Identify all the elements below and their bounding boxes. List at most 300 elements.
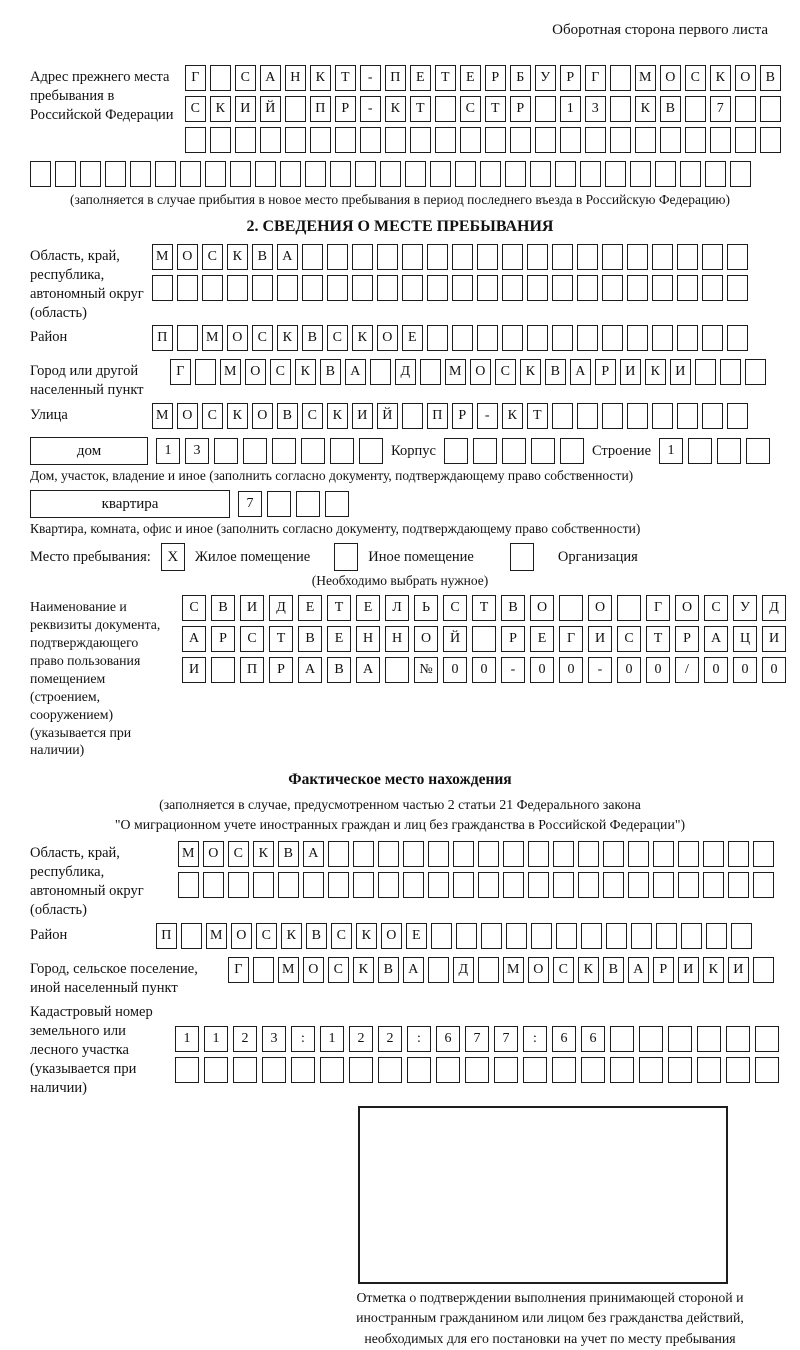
char-cell[interactable] <box>352 244 373 270</box>
char-cell[interactable] <box>427 275 448 301</box>
char-cell[interactable]: Е <box>460 65 481 91</box>
char-cell[interactable] <box>327 275 348 301</box>
char-cell[interactable] <box>697 1026 721 1052</box>
char-cell[interactable] <box>678 872 699 898</box>
char-cell[interactable] <box>505 161 526 187</box>
char-cell[interactable] <box>472 626 496 652</box>
char-cell[interactable]: И <box>728 957 749 983</box>
char-cell[interactable] <box>328 872 349 898</box>
char-cell[interactable] <box>510 127 531 153</box>
char-cell[interactable] <box>652 403 673 429</box>
char-cell[interactable] <box>30 161 51 187</box>
char-cell[interactable] <box>494 1057 518 1083</box>
char-cell[interactable]: К <box>352 325 373 351</box>
char-cell[interactable]: : <box>407 1026 431 1052</box>
char-cell[interactable] <box>630 161 651 187</box>
char-cell[interactable] <box>552 325 573 351</box>
char-cell[interactable] <box>428 872 449 898</box>
char-cell[interactable]: В <box>760 65 781 91</box>
char-cell[interactable]: К <box>356 923 377 949</box>
char-cell[interactable] <box>668 1026 692 1052</box>
char-cell[interactable] <box>377 244 398 270</box>
char-cell[interactable] <box>267 491 291 517</box>
char-cell[interactable] <box>403 872 424 898</box>
char-cell[interactable] <box>710 127 731 153</box>
char-cell[interactable] <box>627 403 648 429</box>
char-cell[interactable]: 6 <box>581 1026 605 1052</box>
char-cell[interactable] <box>702 275 723 301</box>
char-cell[interactable] <box>485 127 506 153</box>
char-cell[interactable] <box>695 359 716 385</box>
char-cell[interactable] <box>233 1057 257 1083</box>
char-cell[interactable]: В <box>501 595 525 621</box>
char-cell[interactable]: О <box>231 923 252 949</box>
char-cell[interactable]: В <box>603 957 624 983</box>
char-cell[interactable] <box>627 275 648 301</box>
char-cell[interactable] <box>204 1057 228 1083</box>
char-cell[interactable]: М <box>178 841 199 867</box>
char-cell[interactable] <box>755 1026 779 1052</box>
char-cell[interactable] <box>262 1057 286 1083</box>
char-cell[interactable] <box>627 244 648 270</box>
char-cell[interactable] <box>610 65 631 91</box>
char-cell[interactable] <box>523 1057 547 1083</box>
char-cell[interactable] <box>580 161 601 187</box>
char-cell[interactable]: 6 <box>436 1026 460 1052</box>
char-cell[interactable] <box>677 244 698 270</box>
char-cell[interactable] <box>639 1057 663 1083</box>
char-cell[interactable] <box>760 96 781 122</box>
char-cell[interactable]: Г <box>170 359 191 385</box>
char-cell[interactable] <box>405 161 426 187</box>
char-cell[interactable] <box>478 957 499 983</box>
char-cell[interactable] <box>577 403 598 429</box>
char-cell[interactable] <box>353 872 374 898</box>
char-cell[interactable] <box>680 161 701 187</box>
char-cell[interactable] <box>477 325 498 351</box>
char-cell[interactable] <box>746 438 770 464</box>
char-cell[interactable] <box>528 841 549 867</box>
char-cell[interactable] <box>653 841 674 867</box>
char-cell[interactable] <box>702 403 723 429</box>
char-cell[interactable]: Е <box>406 923 427 949</box>
char-cell[interactable]: И <box>620 359 641 385</box>
char-cell[interactable] <box>559 595 583 621</box>
char-cell[interactable] <box>310 127 331 153</box>
char-cell[interactable] <box>478 841 499 867</box>
char-cell[interactable]: У <box>733 595 757 621</box>
char-cell[interactable]: П <box>152 325 173 351</box>
char-cell[interactable]: К <box>578 957 599 983</box>
char-cell[interactable] <box>480 161 501 187</box>
char-cell[interactable] <box>610 96 631 122</box>
char-cell[interactable] <box>181 923 202 949</box>
char-cell[interactable]: А <box>298 657 322 683</box>
char-cell[interactable] <box>726 1057 750 1083</box>
char-cell[interactable]: 0 <box>617 657 641 683</box>
char-cell[interactable]: М <box>220 359 241 385</box>
char-cell[interactable] <box>277 275 298 301</box>
char-cell[interactable] <box>180 161 201 187</box>
char-cell[interactable]: Ц <box>733 626 757 652</box>
char-cell[interactable]: А <box>277 244 298 270</box>
char-cell[interactable] <box>527 244 548 270</box>
char-cell[interactable] <box>577 275 598 301</box>
char-cell[interactable]: 1 <box>156 438 180 464</box>
char-cell[interactable] <box>80 161 101 187</box>
char-cell[interactable]: К <box>227 403 248 429</box>
char-cell[interactable] <box>677 325 698 351</box>
char-cell[interactable] <box>230 161 251 187</box>
char-cell[interactable] <box>635 127 656 153</box>
char-cell[interactable] <box>677 403 698 429</box>
char-cell[interactable]: С <box>553 957 574 983</box>
char-cell[interactable] <box>731 923 752 949</box>
char-cell[interactable] <box>291 1057 315 1083</box>
char-cell[interactable]: В <box>298 626 322 652</box>
char-cell[interactable]: К <box>645 359 666 385</box>
char-cell[interactable]: А <box>403 957 424 983</box>
char-cell[interactable]: В <box>327 657 351 683</box>
char-cell[interactable]: Р <box>452 403 473 429</box>
char-cell[interactable]: О <box>245 359 266 385</box>
char-cell[interactable]: С <box>228 841 249 867</box>
char-cell[interactable] <box>272 438 296 464</box>
char-cell[interactable] <box>531 923 552 949</box>
char-cell[interactable]: А <box>704 626 728 652</box>
char-cell[interactable]: 6 <box>552 1026 576 1052</box>
char-cell[interactable] <box>728 841 749 867</box>
char-cell[interactable]: С <box>235 65 256 91</box>
char-cell[interactable]: А <box>303 841 324 867</box>
char-cell[interactable]: О <box>381 923 402 949</box>
char-cell[interactable]: Й <box>260 96 281 122</box>
char-cell[interactable]: В <box>378 957 399 983</box>
char-cell[interactable]: 2 <box>349 1026 373 1052</box>
char-cell[interactable] <box>330 438 354 464</box>
char-cell[interactable] <box>431 923 452 949</box>
char-cell[interactable]: - <box>501 657 525 683</box>
char-cell[interactable] <box>410 127 431 153</box>
char-cell[interactable]: О <box>252 403 273 429</box>
char-cell[interactable]: О <box>530 595 554 621</box>
char-cell[interactable]: М <box>152 244 173 270</box>
char-cell[interactable]: С <box>270 359 291 385</box>
char-cell[interactable] <box>610 1057 634 1083</box>
char-cell[interactable]: С <box>331 923 352 949</box>
char-cell[interactable] <box>502 325 523 351</box>
char-cell[interactable] <box>202 275 223 301</box>
char-cell[interactable] <box>628 872 649 898</box>
char-cell[interactable] <box>327 244 348 270</box>
char-cell[interactable] <box>656 923 677 949</box>
char-cell[interactable] <box>610 127 631 153</box>
char-cell[interactable]: К <box>227 244 248 270</box>
char-cell[interactable] <box>726 1026 750 1052</box>
char-cell[interactable] <box>349 1057 373 1083</box>
char-cell[interactable] <box>427 325 448 351</box>
char-cell[interactable] <box>727 325 748 351</box>
char-cell[interactable] <box>552 244 573 270</box>
char-cell[interactable] <box>735 96 756 122</box>
char-cell[interactable] <box>155 161 176 187</box>
char-cell[interactable]: : <box>291 1026 315 1052</box>
char-cell[interactable] <box>506 923 527 949</box>
char-cell[interactable]: 7 <box>710 96 731 122</box>
char-cell[interactable] <box>452 325 473 351</box>
char-cell[interactable] <box>420 359 441 385</box>
char-cell[interactable]: П <box>385 65 406 91</box>
char-cell[interactable] <box>227 275 248 301</box>
char-cell[interactable]: К <box>353 957 374 983</box>
char-cell[interactable] <box>359 438 383 464</box>
char-cell[interactable] <box>378 872 399 898</box>
char-cell[interactable] <box>352 275 373 301</box>
char-cell[interactable]: 3 <box>185 438 209 464</box>
char-cell[interactable]: Т <box>435 65 456 91</box>
char-cell[interactable] <box>685 127 706 153</box>
char-cell[interactable]: Т <box>335 65 356 91</box>
char-cell[interactable] <box>555 161 576 187</box>
char-cell[interactable] <box>430 161 451 187</box>
char-cell[interactable] <box>639 1026 663 1052</box>
char-cell[interactable]: - <box>360 65 381 91</box>
char-cell[interactable]: 7 <box>494 1026 518 1052</box>
char-cell[interactable] <box>552 275 573 301</box>
char-cell[interactable]: К <box>502 403 523 429</box>
char-cell[interactable] <box>325 491 349 517</box>
char-cell[interactable]: - <box>477 403 498 429</box>
char-cell[interactable]: Г <box>646 595 670 621</box>
char-cell[interactable] <box>253 957 274 983</box>
char-cell[interactable]: Б <box>510 65 531 91</box>
char-cell[interactable]: - <box>360 96 381 122</box>
char-cell[interactable] <box>627 325 648 351</box>
char-cell[interactable]: С <box>617 626 641 652</box>
char-cell[interactable]: К <box>277 325 298 351</box>
char-cell[interactable]: Е <box>327 626 351 652</box>
char-cell[interactable]: К <box>385 96 406 122</box>
char-cell[interactable]: 3 <box>262 1026 286 1052</box>
char-cell[interactable] <box>303 872 324 898</box>
char-cell[interactable]: И <box>670 359 691 385</box>
char-cell[interactable]: В <box>277 403 298 429</box>
char-cell[interactable]: Е <box>410 65 431 91</box>
char-cell[interactable]: : <box>523 1026 547 1052</box>
char-cell[interactable] <box>403 841 424 867</box>
char-cell[interactable] <box>427 244 448 270</box>
char-cell[interactable]: / <box>675 657 699 683</box>
char-cell[interactable]: К <box>710 65 731 91</box>
char-cell[interactable] <box>301 438 325 464</box>
char-cell[interactable] <box>502 275 523 301</box>
char-cell[interactable] <box>455 161 476 187</box>
char-cell[interactable] <box>631 923 652 949</box>
char-cell[interactable] <box>278 872 299 898</box>
char-cell[interactable] <box>727 244 748 270</box>
char-cell[interactable] <box>328 841 349 867</box>
char-cell[interactable] <box>602 403 623 429</box>
char-cell[interactable] <box>728 872 749 898</box>
char-cell[interactable]: Р <box>485 65 506 91</box>
char-cell[interactable] <box>706 923 727 949</box>
char-cell[interactable] <box>378 1057 402 1083</box>
char-cell[interactable]: 7 <box>238 491 262 517</box>
char-cell[interactable] <box>235 127 256 153</box>
char-cell[interactable]: О <box>303 957 324 983</box>
char-cell[interactable]: Р <box>501 626 525 652</box>
char-cell[interactable] <box>727 275 748 301</box>
char-cell[interactable] <box>210 127 231 153</box>
char-cell[interactable]: И <box>235 96 256 122</box>
char-cell[interactable]: О <box>177 403 198 429</box>
char-cell[interactable] <box>435 96 456 122</box>
char-cell[interactable] <box>152 275 173 301</box>
char-cell[interactable] <box>610 1026 634 1052</box>
char-cell[interactable] <box>603 872 624 898</box>
char-cell[interactable]: В <box>278 841 299 867</box>
char-cell[interactable] <box>185 127 206 153</box>
char-cell[interactable]: Н <box>285 65 306 91</box>
char-cell[interactable] <box>745 359 766 385</box>
char-cell[interactable]: Р <box>653 957 674 983</box>
char-cell[interactable] <box>473 438 497 464</box>
char-cell[interactable]: 3 <box>585 96 606 122</box>
char-cell[interactable]: О <box>414 626 438 652</box>
char-cell[interactable] <box>703 872 724 898</box>
char-cell[interactable]: А <box>356 657 380 683</box>
char-cell[interactable] <box>385 657 409 683</box>
char-cell[interactable] <box>385 127 406 153</box>
char-cell[interactable]: 1 <box>175 1026 199 1052</box>
char-cell[interactable]: С <box>704 595 728 621</box>
char-cell[interactable]: О <box>735 65 756 91</box>
char-cell[interactable] <box>302 275 323 301</box>
char-cell[interactable]: К <box>253 841 274 867</box>
char-cell[interactable] <box>553 872 574 898</box>
char-cell[interactable]: 0 <box>530 657 554 683</box>
char-cell[interactable] <box>668 1057 692 1083</box>
char-cell[interactable]: М <box>503 957 524 983</box>
char-cell[interactable] <box>720 359 741 385</box>
char-cell[interactable] <box>652 275 673 301</box>
char-cell[interactable]: Л <box>385 595 409 621</box>
char-cell[interactable]: С <box>443 595 467 621</box>
char-cell[interactable] <box>243 438 267 464</box>
char-cell[interactable]: Т <box>327 595 351 621</box>
char-cell[interactable] <box>435 127 456 153</box>
char-cell[interactable] <box>280 161 301 187</box>
char-cell[interactable] <box>402 244 423 270</box>
char-cell[interactable]: Н <box>356 626 380 652</box>
char-cell[interactable]: О <box>675 595 699 621</box>
char-cell[interactable]: Й <box>377 403 398 429</box>
char-cell[interactable] <box>453 841 474 867</box>
char-cell[interactable]: С <box>202 403 223 429</box>
char-cell[interactable] <box>553 841 574 867</box>
char-cell[interactable]: С <box>252 325 273 351</box>
char-cell[interactable] <box>578 872 599 898</box>
char-cell[interactable] <box>407 1057 431 1083</box>
char-cell[interactable] <box>370 359 391 385</box>
char-cell[interactable]: Д <box>453 957 474 983</box>
char-cell[interactable]: 0 <box>733 657 757 683</box>
char-cell[interactable] <box>552 403 573 429</box>
char-cell[interactable]: С <box>202 244 223 270</box>
char-cell[interactable] <box>552 1057 576 1083</box>
char-cell[interactable]: 7 <box>465 1026 489 1052</box>
char-cell[interactable] <box>378 841 399 867</box>
char-cell[interactable] <box>452 275 473 301</box>
char-cell[interactable]: Г <box>185 65 206 91</box>
char-cell[interactable] <box>652 325 673 351</box>
stay-option-checkbox-organization[interactable] <box>510 543 534 571</box>
char-cell[interactable]: О <box>588 595 612 621</box>
char-cell[interactable]: Е <box>298 595 322 621</box>
char-cell[interactable]: С <box>495 359 516 385</box>
char-cell[interactable] <box>528 872 549 898</box>
char-cell[interactable] <box>481 923 502 949</box>
char-cell[interactable]: Й <box>443 626 467 652</box>
char-cell[interactable] <box>228 872 249 898</box>
stamp-box[interactable] <box>358 1106 728 1284</box>
char-cell[interactable] <box>685 96 706 122</box>
char-cell[interactable]: И <box>240 595 264 621</box>
char-cell[interactable] <box>606 923 627 949</box>
char-cell[interactable] <box>503 841 524 867</box>
char-cell[interactable] <box>602 244 623 270</box>
char-cell[interactable] <box>652 244 673 270</box>
char-cell[interactable] <box>253 872 274 898</box>
char-cell[interactable] <box>302 244 323 270</box>
char-cell[interactable] <box>205 161 226 187</box>
char-cell[interactable]: В <box>545 359 566 385</box>
char-cell[interactable] <box>255 161 276 187</box>
char-cell[interactable] <box>535 127 556 153</box>
char-cell[interactable]: Р <box>269 657 293 683</box>
char-cell[interactable]: А <box>260 65 281 91</box>
char-cell[interactable] <box>603 841 624 867</box>
char-cell[interactable] <box>502 438 526 464</box>
char-cell[interactable] <box>175 1057 199 1083</box>
char-cell[interactable]: С <box>185 96 206 122</box>
char-cell[interactable]: В <box>211 595 235 621</box>
char-cell[interactable]: И <box>182 657 206 683</box>
char-cell[interactable]: А <box>345 359 366 385</box>
char-cell[interactable] <box>477 244 498 270</box>
char-cell[interactable] <box>203 872 224 898</box>
char-cell[interactable] <box>178 872 199 898</box>
char-cell[interactable] <box>556 923 577 949</box>
char-cell[interactable]: Т <box>646 626 670 652</box>
char-cell[interactable] <box>717 438 741 464</box>
char-cell[interactable]: Т <box>472 595 496 621</box>
char-cell[interactable] <box>753 957 774 983</box>
char-cell[interactable]: М <box>278 957 299 983</box>
char-cell[interactable] <box>677 275 698 301</box>
char-cell[interactable] <box>530 161 551 187</box>
char-cell[interactable] <box>177 275 198 301</box>
char-cell[interactable] <box>502 244 523 270</box>
char-cell[interactable] <box>602 275 623 301</box>
char-cell[interactable]: Р <box>675 626 699 652</box>
stay-option-checkbox-other[interactable] <box>334 543 358 571</box>
char-cell[interactable]: Д <box>395 359 416 385</box>
char-cell[interactable]: К <box>295 359 316 385</box>
char-cell[interactable] <box>353 841 374 867</box>
char-cell[interactable]: М <box>202 325 223 351</box>
char-cell[interactable]: Г <box>559 626 583 652</box>
